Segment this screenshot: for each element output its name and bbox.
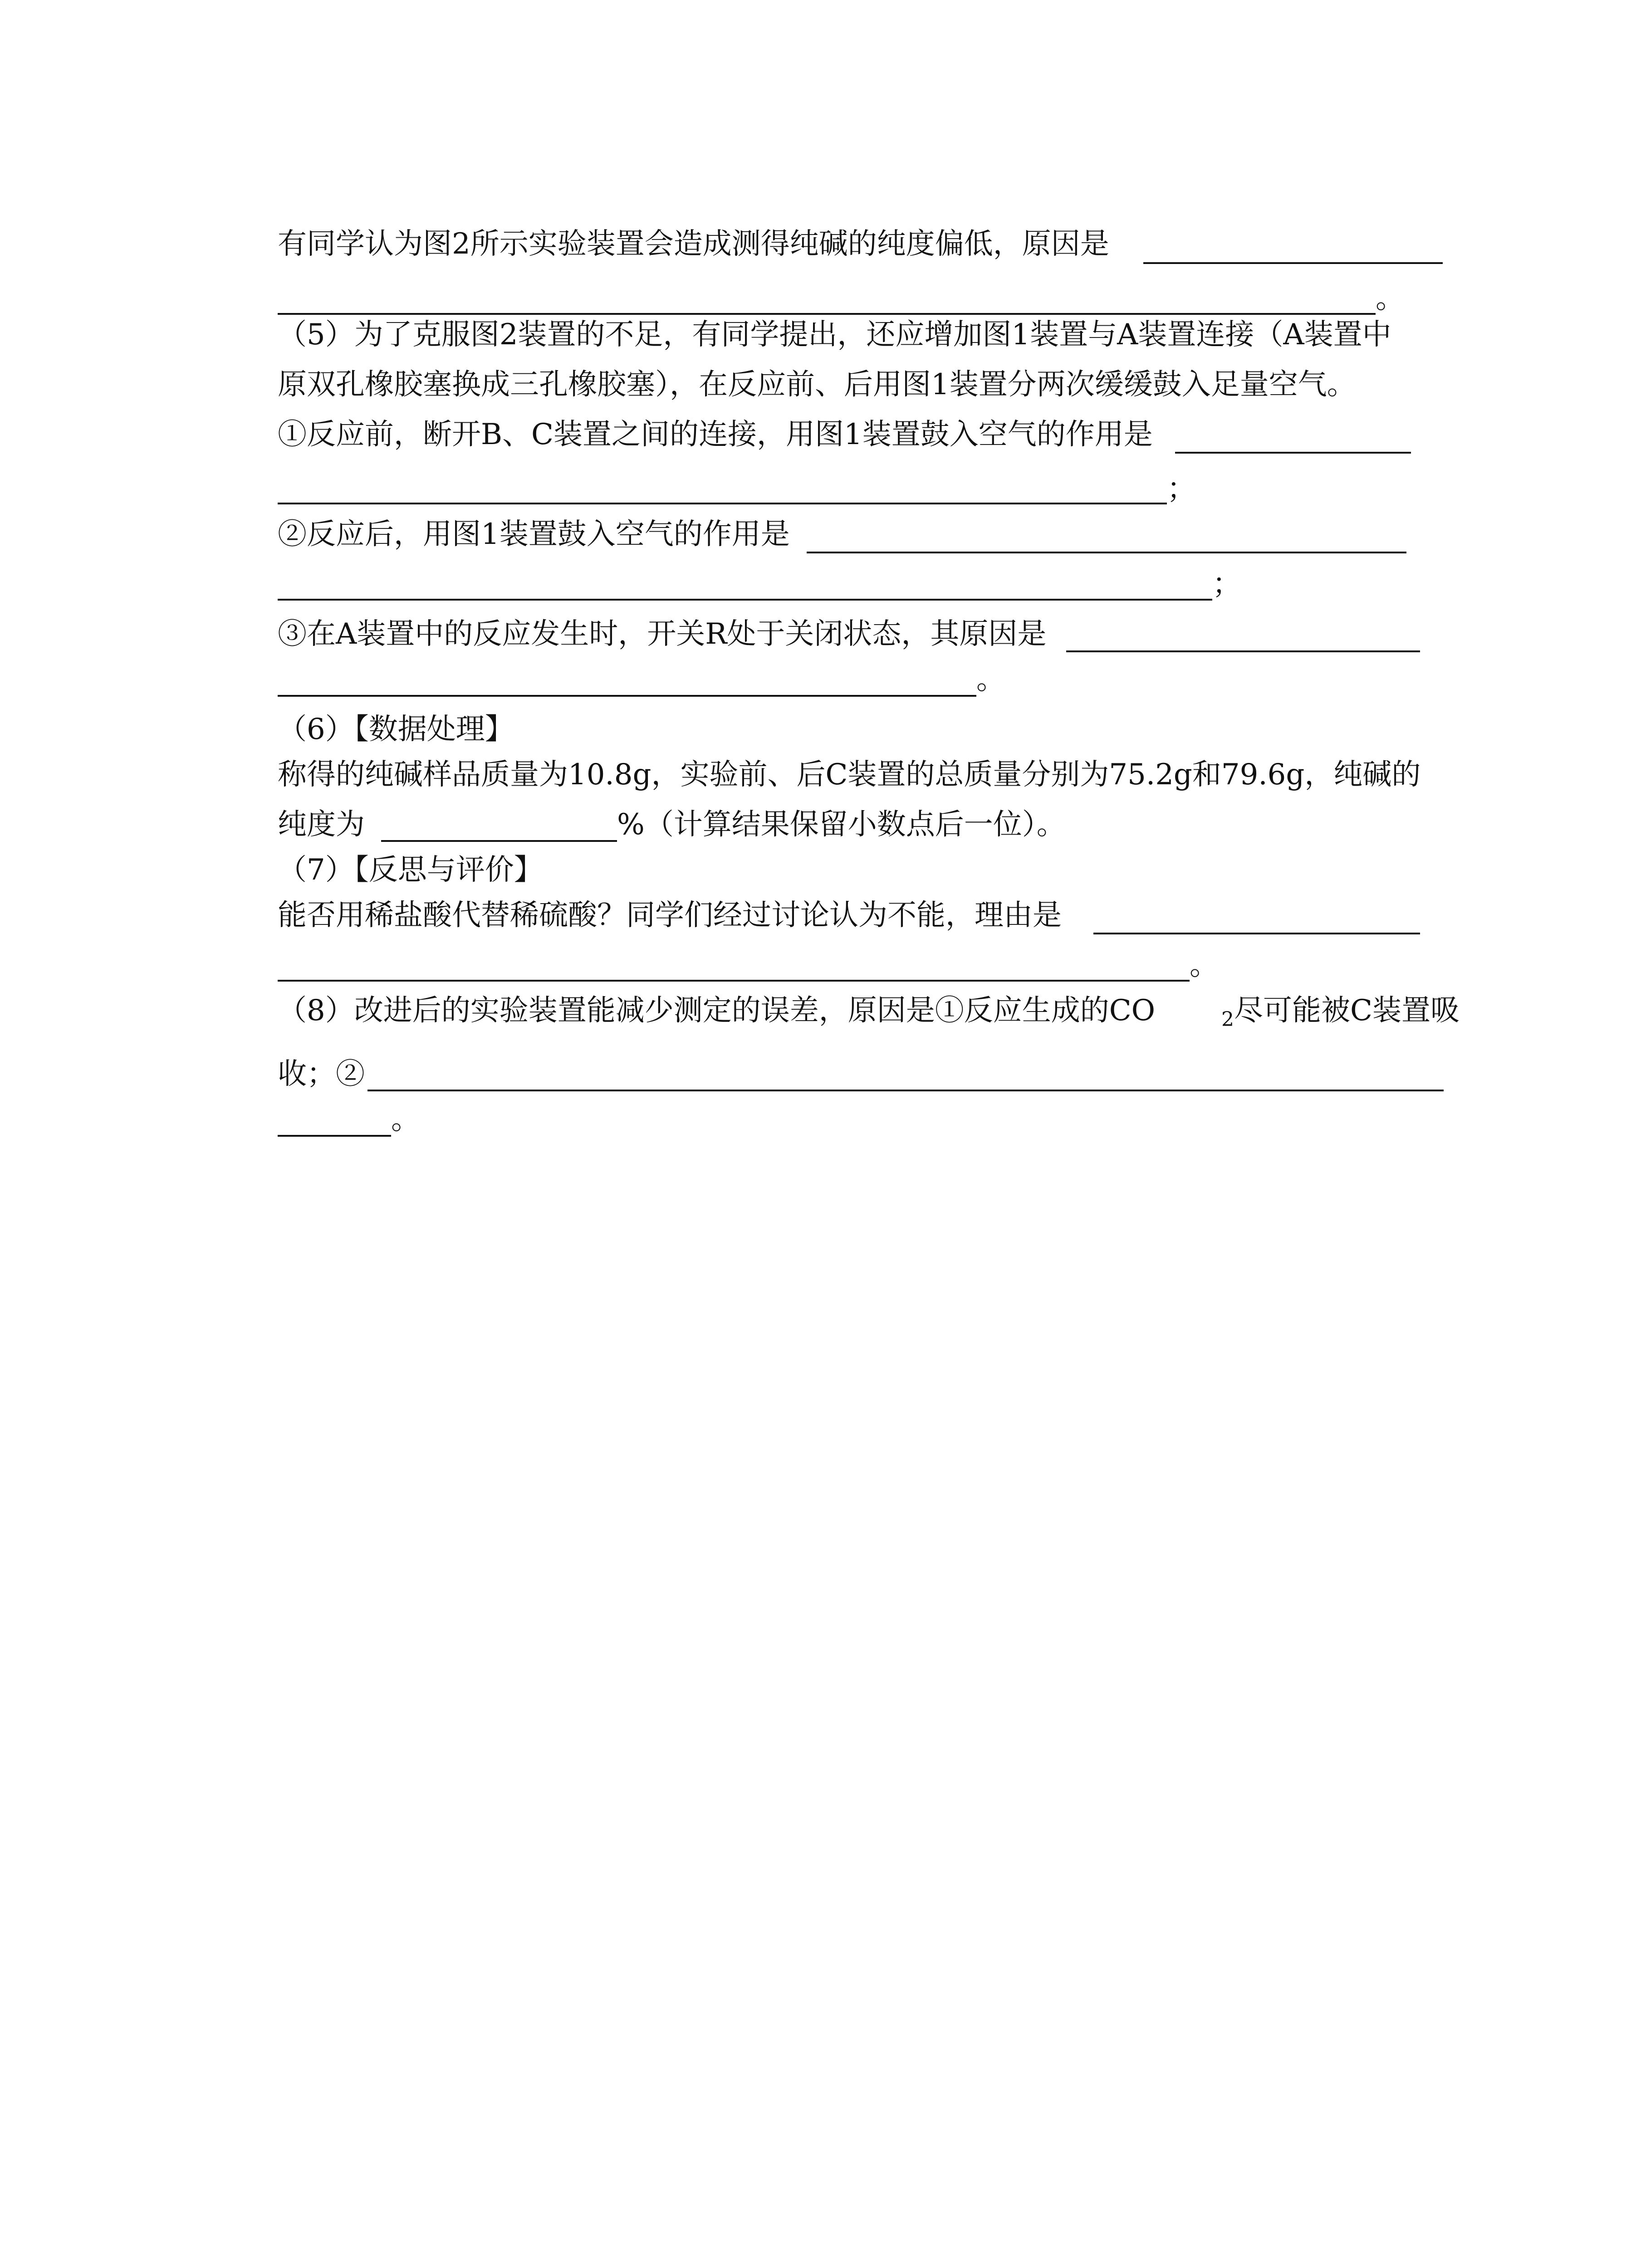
answer-blank[interactable] bbox=[1066, 650, 1420, 652]
text-line: 称得的纯碱样品质量为10.8g，实验前、后C装置的总质量分别为75.2g和79.6g，纯碱的 bbox=[278, 758, 1421, 792]
answer-blank[interactable] bbox=[1143, 262, 1443, 264]
text-line: ； bbox=[1212, 567, 1241, 601]
text-line: 能否用稀盐酸代替稀硫酸？同学们经过讨论认为不能，理由是 bbox=[278, 899, 1062, 932]
subscript: 2 bbox=[1221, 1008, 1234, 1031]
text-line: ①反应前，断开B、C装置之间的连接，用图1装置鼓入空气的作用是 bbox=[278, 418, 1153, 451]
text-line: （5）为了克服图2装置的不足，有同学提出，还应增加图1装置与A装置连接（A装置中 bbox=[278, 318, 1391, 352]
text-line: 。 bbox=[1376, 282, 1405, 315]
text-line: 。 bbox=[1190, 948, 1219, 982]
text-line: 纯度为 bbox=[278, 808, 365, 841]
answer-blank[interactable] bbox=[278, 503, 1167, 504]
text-line: 尽可能被C装置吸 bbox=[1234, 994, 1460, 1027]
text-line: ； bbox=[1167, 472, 1196, 506]
answer-blank[interactable] bbox=[807, 552, 1406, 553]
text-line: 有同学认为图2所示实验装置会造成测得纯碱的纯度偏低，原因是 bbox=[278, 227, 1109, 261]
text-line: （8）改进后的实验装置能减少测定的误差，原因是①反应生成的CO bbox=[278, 994, 1156, 1027]
answer-blank[interactable] bbox=[1175, 452, 1411, 454]
text-line: 。 bbox=[391, 1103, 420, 1136]
text-line: ②反应后，用图1装置鼓入空气的作用是 bbox=[278, 518, 790, 551]
answer-blank[interactable] bbox=[1093, 933, 1420, 934]
text-line: 收；② bbox=[278, 1057, 365, 1091]
answer-blank[interactable] bbox=[367, 1090, 1444, 1091]
section-heading: （6）【数据处理】 bbox=[278, 713, 514, 746]
answer-blank[interactable] bbox=[278, 599, 1212, 601]
text-line: %（计算结果保留小数点后一位）。 bbox=[617, 808, 1066, 841]
answer-blank[interactable] bbox=[278, 980, 1190, 982]
section-heading: （7）【反思与评价】 bbox=[278, 853, 543, 887]
answer-blank[interactable] bbox=[278, 695, 976, 697]
answer-blank[interactable] bbox=[278, 1135, 391, 1137]
answer-blank[interactable] bbox=[381, 840, 617, 842]
text-line: 。 bbox=[976, 663, 1005, 696]
text-line: 原双孔橡胶塞换成三孔橡胶塞），在反应前、后用图1装置分两次缓缓鼓入足量空气。 bbox=[278, 368, 1356, 401]
text-line: ③在A装置中的反应发生时，开关R处于关闭状态，其原因是 bbox=[278, 617, 1047, 651]
